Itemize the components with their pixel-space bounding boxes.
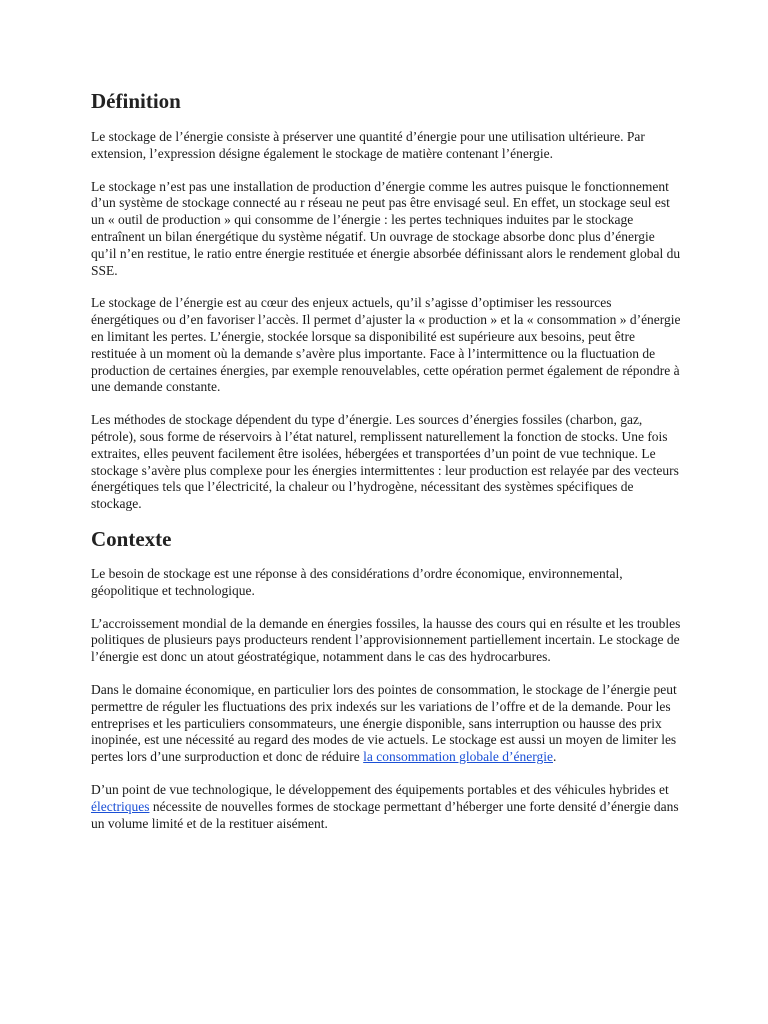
paragraph-definition-2: Le stockage n’est pas une installation de production d’énergie comme les autres puisque le fonctionnement d’un système de stockage connecté au r réseau ne peut pas être envisagé seul. En effet, un stockage seul est un « outil de production » qui consomme de l’énergie : les pertes techniques induites par le stockage entraînent un bilan énergétique du système négatif. Un ouvrage de stockage absorbe donc plus d’énergie qu’il n’en restitue, le ratio entre énergie restituée et énergie absorbée définissant alors le rendement global du SSE. (91, 178, 681, 278)
paragraph-contexte-3-text: Dans le domaine économique, en particulier lors des pointes de consommation, le stockage de l’énergie peut permettre de réguler les fluctuations des prix indexés sur les variations de l’offre et de la demande. Pour les entreprises et les particuliers consommateurs, une énergie disponible, sans interruption ou hausse des prix inopinée, est une nécessité au regard des modes de vie actuels. Le stockage est aussi un moyen de limiter les pertes lors d’une surproduction et donc de réduire (91, 681, 677, 765)
section-heading-definition: Définition (91, 89, 181, 113)
paragraph-contexte-3 (91, 682, 681, 766)
paragraph-contexte-1: Le besoin de stockage est une réponse à des considérations d’ordre économique, environnemental, géopolitique et technologique. (91, 565, 623, 598)
paragraph-contexte-2: L’accroissement mondial de la demande en énergies fossiles, la hausse des cours qui en résulte et les troubles politiques de plusieurs pays producteurs rendent l’approvisionnement partiellement incertain. Le stockage de l’énergie est donc un atout géostratégique, notamment dans le cas des hydrocarbures. (91, 615, 681, 665)
paragraph-contexte-4-before: D’un point de vue technologique, le développement des équipements portables et des véhicules hybrides et (91, 781, 669, 797)
paragraph-contexte-4 (91, 782, 681, 832)
paragraph-contexte-4-after: nécessite de nouvelles formes de stockage permettant d’héberger une forte densité d’énergie dans un volume limité et de la restituer aisément. (91, 798, 679, 831)
link-electriques[interactable]: électriques (91, 798, 150, 814)
paragraph-definition-4: Les méthodes de stockage dépendent du type d’énergie. Les sources d’énergies fossiles (charbon, gaz, pétrole), sous forme de réservoirs à l’état naturel, remplissent naturellement la fonction de stocks. Une fois extraites, elles peuvent facilement être isolées, hébergées et transportées d’un point de vue technique. Le stockage s’avère plus complexe pour les énergies intermittentes : leur production est relayée par des vecteurs énergétiques tels que l’électricité, la chaleur ou l’hydrogène, nécessitant des systèmes spécifiques de stockage. (91, 412, 679, 512)
document-page (91, 84, 681, 832)
link-consommation-globale[interactable]: la consommation globale d’énergie (363, 749, 553, 765)
paragraph-definition-1: Le stockage de l’énergie consiste à préserver une quantité d’énergie pour une utilisation ultérieure. Par extension, l’expression désigne également le stockage de matière contenant l’énergie. (91, 129, 645, 161)
paragraph-contexte-3-end: . (553, 749, 557, 765)
section-heading-contexte: Contexte (91, 526, 172, 551)
paragraph-definition-3: Le stockage de l’énergie est au cœur des enjeux actuels, qu’il s’agisse d’optimiser les ressources énergétiques ou d’en favoriser l’accès. Il permet d’ajuster la « production » et la « consommation » d’énergie en limitant les pertes. L’énergie, stockée lorsque sa disponibilité est supérieure aux besoins, peut être restituée à un moment où la demande s’avère plus importante. Face à l’intermittence ou la fluctuation de production de certaines énergies, par exemple renouvelables, cette opération permet également de répondre à une demande constante. (91, 295, 681, 395)
